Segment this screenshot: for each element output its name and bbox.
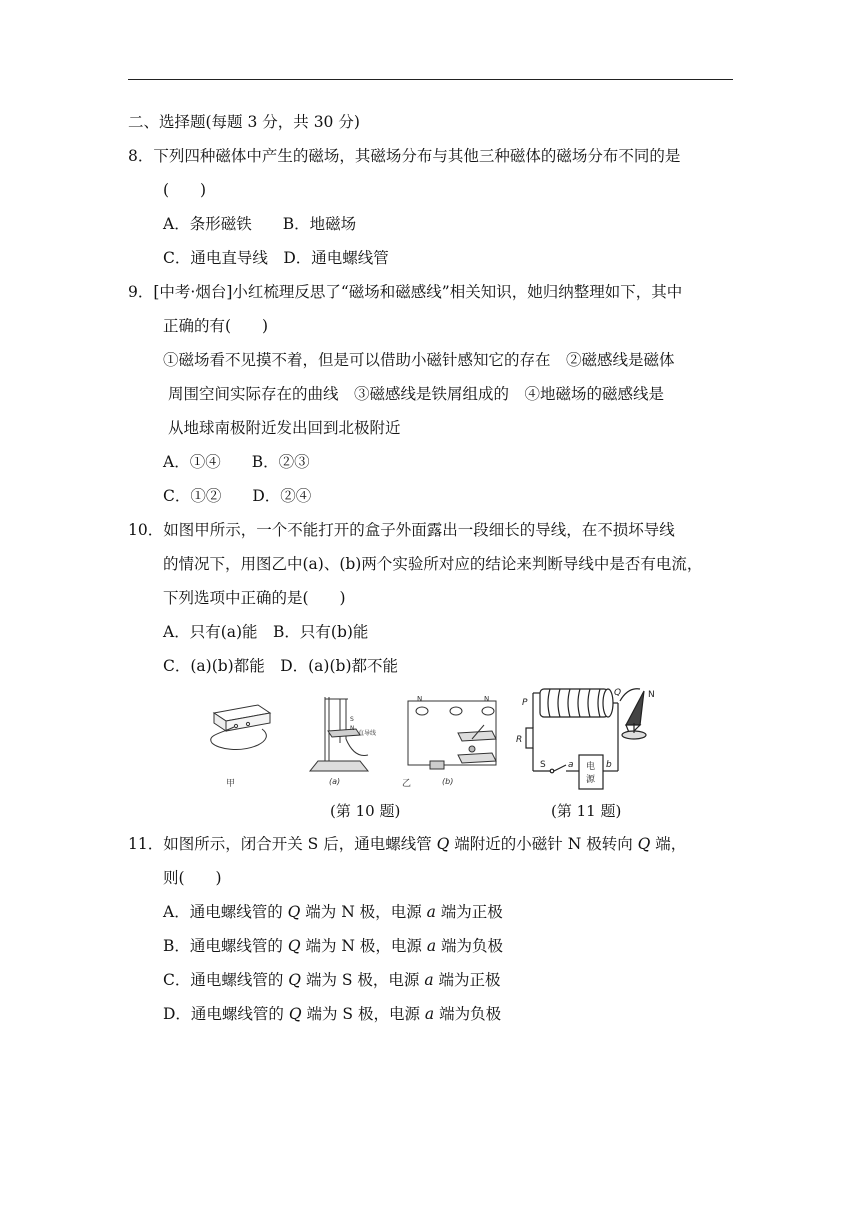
q11-opt-a-q: Q bbox=[287, 903, 301, 921]
q8-options-line1: A．条形磁铁 B．地磁场 bbox=[163, 215, 357, 233]
q9-stem-line1: 9．[中考·烟台]小红梳理反思了“磁场和磁感线”相关知识，她归纳整理如下，其中 bbox=[128, 283, 683, 301]
q11-opt-b-pre: B．通电螺线管的 bbox=[163, 937, 288, 955]
q11-option-c bbox=[163, 970, 501, 990]
q10-stem-line1: 10．如图甲所示，一个不能打开的盒子外面露出一段细长的导线，在不损坏导线 bbox=[128, 521, 675, 539]
q11-option-d bbox=[163, 1004, 501, 1024]
q11-stem-q1: Q bbox=[436, 835, 450, 853]
n-label: N bbox=[350, 725, 355, 732]
q11-opt-b-mid: 端为 N 极，电源 bbox=[300, 937, 427, 955]
q11-opt-d-mid: 端为 S 极，电源 bbox=[301, 1005, 425, 1023]
q9-statements-line3: 从地球南极附近发出回到北极附近 bbox=[168, 419, 401, 437]
q11-opt-c-a: a bbox=[424, 971, 434, 989]
q11-option-a bbox=[163, 902, 503, 922]
q-label: Q bbox=[614, 688, 622, 698]
q11-opt-d-q: Q bbox=[288, 1005, 302, 1023]
b-n-label-1: N bbox=[417, 695, 423, 703]
wire-label: 直导线 bbox=[358, 730, 377, 737]
q11-stem-post: 端， bbox=[650, 835, 687, 853]
header-rule bbox=[128, 79, 733, 80]
q11-opt-c-q: Q bbox=[288, 971, 302, 989]
q9-stem-line2: 正确的有( ) bbox=[163, 317, 269, 335]
switch-label: S bbox=[540, 760, 546, 770]
caption-q11: (第 11 题) bbox=[551, 802, 622, 820]
q11-stem-line1 bbox=[128, 834, 686, 854]
q10-options-line1: A．只有(a)能 B．只有(b)能 bbox=[163, 623, 369, 641]
q11-opt-d-pre: D．通电螺线管的 bbox=[163, 1005, 289, 1023]
a-label: (a) bbox=[329, 777, 341, 786]
q11-opt-a-a: a bbox=[426, 903, 436, 921]
q9-options-line2: C．①② D．②④ bbox=[163, 487, 312, 505]
q10-stem-line3: 下列选项中正确的是( ) bbox=[163, 589, 346, 607]
q11-opt-c-post: 端为正极 bbox=[433, 971, 501, 989]
s-label: S bbox=[350, 716, 354, 723]
q11-stem-line2: 则( ) bbox=[163, 869, 222, 887]
yi-label: 乙 bbox=[402, 779, 412, 789]
b-label: (b) bbox=[442, 777, 454, 786]
q11-opt-c-pre: C．通电螺线管的 bbox=[163, 971, 289, 989]
q8-options-line2: C．通电直导线 D．通电螺线管 bbox=[163, 249, 389, 267]
b-terminal-label: b bbox=[606, 760, 612, 770]
q11-opt-a-mid: 端为 N 极，电源 bbox=[300, 903, 427, 921]
source-label-1: 电 bbox=[586, 762, 596, 772]
b-n-label-2: N bbox=[484, 695, 490, 703]
q8-stem-line2: ( ) bbox=[163, 181, 207, 199]
figure-jia bbox=[211, 705, 270, 749]
q10-options-line2: C．(a)(b)都能 D．(a)(b)都不能 bbox=[163, 657, 398, 675]
q11-opt-b-post: 端为负极 bbox=[436, 937, 504, 955]
q11-opt-a-pre: A．通电螺线管的 bbox=[163, 903, 288, 921]
caption-q10: (第 10 题) bbox=[330, 802, 401, 820]
section-header: 二、选择题(每题 3 分，共 30 分) bbox=[128, 113, 360, 131]
q9-options-line1: A．①④ B．②③ bbox=[163, 453, 310, 471]
q11-stem-pre: 11．如图所示，闭合开关 S 后，通电螺线管 bbox=[128, 835, 437, 853]
q11-opt-d-post: 端为负极 bbox=[434, 1005, 502, 1023]
q11-option-b bbox=[163, 936, 503, 956]
q11-opt-c-mid: 端为 S 极，电源 bbox=[301, 971, 425, 989]
q9-statements-line2: 周围空间实际存在的曲线 ③磁感线是铁屑组成的 ④地磁场的磁感线是 bbox=[168, 385, 665, 403]
figures-area bbox=[200, 683, 660, 793]
q10-stem-line2: 的情况下，用图乙中(a)、(b)两个实验所对应的结论来判断导线中是否有电流， bbox=[163, 555, 703, 573]
q11-opt-b-a: a bbox=[426, 937, 437, 955]
q11-stem-mid: 端附近的小磁针 N 极转向 bbox=[449, 835, 638, 853]
n-pole-label: N bbox=[648, 690, 655, 700]
r-label: R bbox=[516, 735, 523, 745]
figures-svg bbox=[200, 683, 660, 793]
q11-opt-a-post: 端为正极 bbox=[435, 903, 503, 921]
figure-11 bbox=[526, 689, 646, 789]
q11-opt-d-a: a bbox=[424, 1005, 435, 1023]
q8-stem-line1: 8．下列四种磁体中产生的磁场，其磁场分布与其他三种磁体的磁场分布不同的是 bbox=[128, 147, 681, 165]
figure-b bbox=[408, 701, 496, 769]
jia-label: 甲 bbox=[226, 779, 236, 789]
p-label: P bbox=[522, 698, 528, 708]
source-label-2: 源 bbox=[586, 775, 596, 785]
a-terminal-label: a bbox=[568, 760, 574, 770]
q9-statements-line1: ①磁场看不见摸不着，但是可以借助小磁针感知它的存在 ②磁感线是磁体 bbox=[163, 351, 675, 369]
q11-stem-q2: Q bbox=[637, 835, 651, 853]
q11-opt-b-q: Q bbox=[287, 937, 301, 955]
